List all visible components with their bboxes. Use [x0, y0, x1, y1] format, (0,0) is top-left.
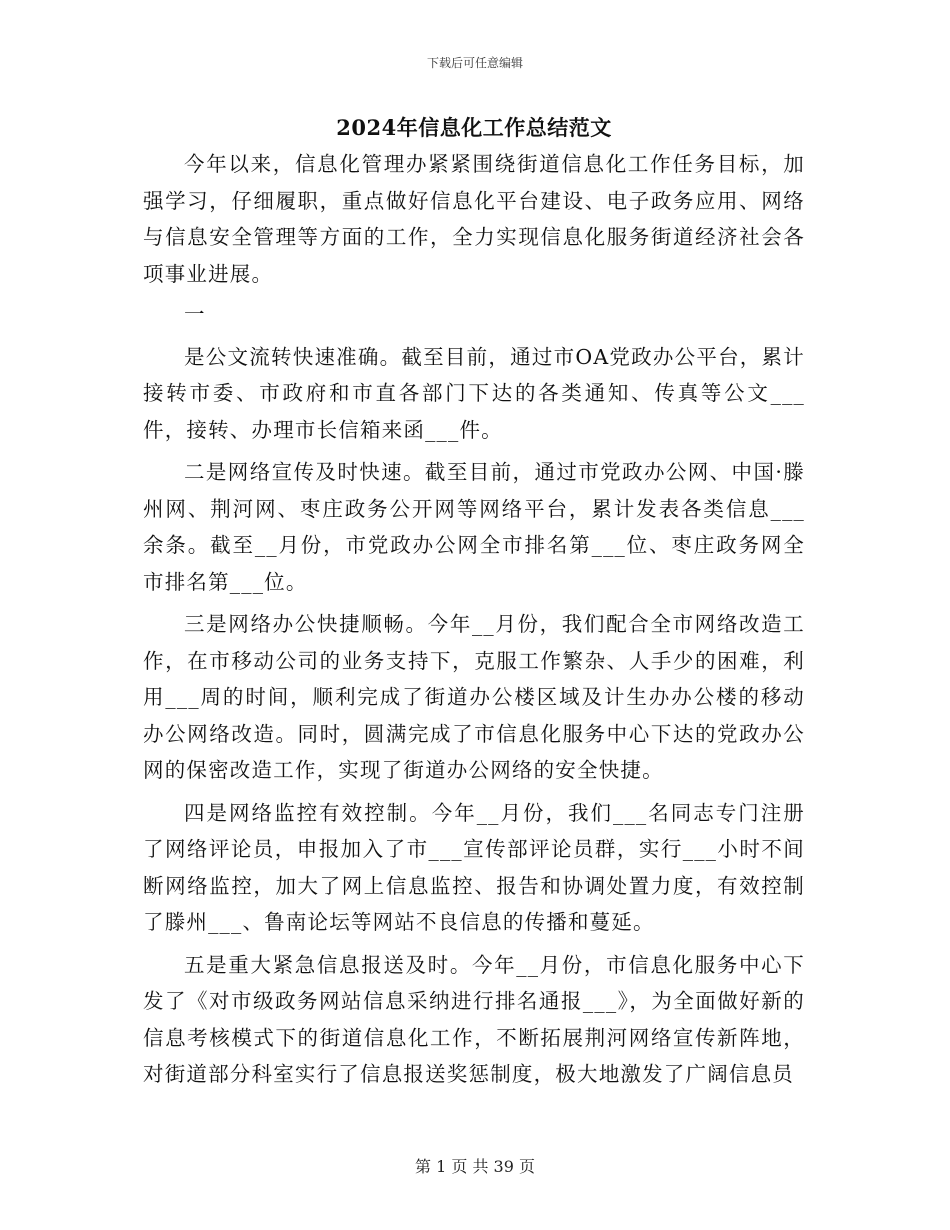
- paragraph-item-5: 五是重大紧急信息报送及时。今年__月份，市信息化服务中心下发了《对市级政务网站信息采纳进行排名通报___》，为全面做好新的信息考核模式下的街道信息化工作，不断拓展荆河网络宣传新阵地，对街道部分科室实行了信息报送奖惩制度，极大地激发了广阔信息员: [143, 952, 805, 1086]
- paragraph-section-marker: 一: [184, 302, 206, 326]
- page-header-note: 下载后可任意编辑: [426, 56, 523, 70]
- document-body: [143, 112, 805, 1093]
- document-title: 2024年信息化工作总结范文: [336, 115, 612, 140]
- paragraph-item-2: 二是网络宣传及时快速。截至目前，通过市党政办公网、中国·滕州网、荆河网、枣庄政务公开网等网络平台，累计发表各类信息___余条。截至__月份，市党政办公网全市排名第___位、枣庄政务网全市排名第___位。: [143, 460, 805, 594]
- paragraph-item-3: 三是网络办公快捷顺畅。今年__月份，我们配合全市网络改造工作，在市移动公司的业务支持下，克服工作繁杂、人手少的困难，利用___周的时间，顺利完成了街道办公楼区域及计生办办公楼的移动办公网络改造。同时，圆满完成了市信息化服务中心下达的党政办公网的保密改造工作，实现了街道办公网络的安全快捷。: [143, 612, 805, 782]
- paragraph-intro: 今年以来，信息化管理办紧紧围绕街道信息化工作任务目标，加强学习，仔细履职，重点做好信息化平台建设、电子政务应用、网络与信息安全管理等方面的工作，全力实现信息化服务街道经济社会各项事业进展。: [143, 152, 805, 286]
- paragraph-item-1: 是公文流转快速准确。截至目前，通过市OA党政办公平台，累计接转市委、市政府和市直各部门下达的各类通知、传真等公文___件，接转、办理市长信箱来函___件。: [143, 344, 805, 442]
- page-number-footer: 第 1 页 共 39 页: [415, 1157, 535, 1176]
- paragraph-item-4: 四是网络监控有效控制。今年__月份，我们___名同志专门注册了网络评论员，申报加入了市___宣传部评论员群，实行___小时不间断网络监控，加大了网上信息监控、报告和协调处置力度，有效控制了滕州___、鲁南论坛等网站不良信息的传播和蔓延。: [143, 800, 805, 934]
